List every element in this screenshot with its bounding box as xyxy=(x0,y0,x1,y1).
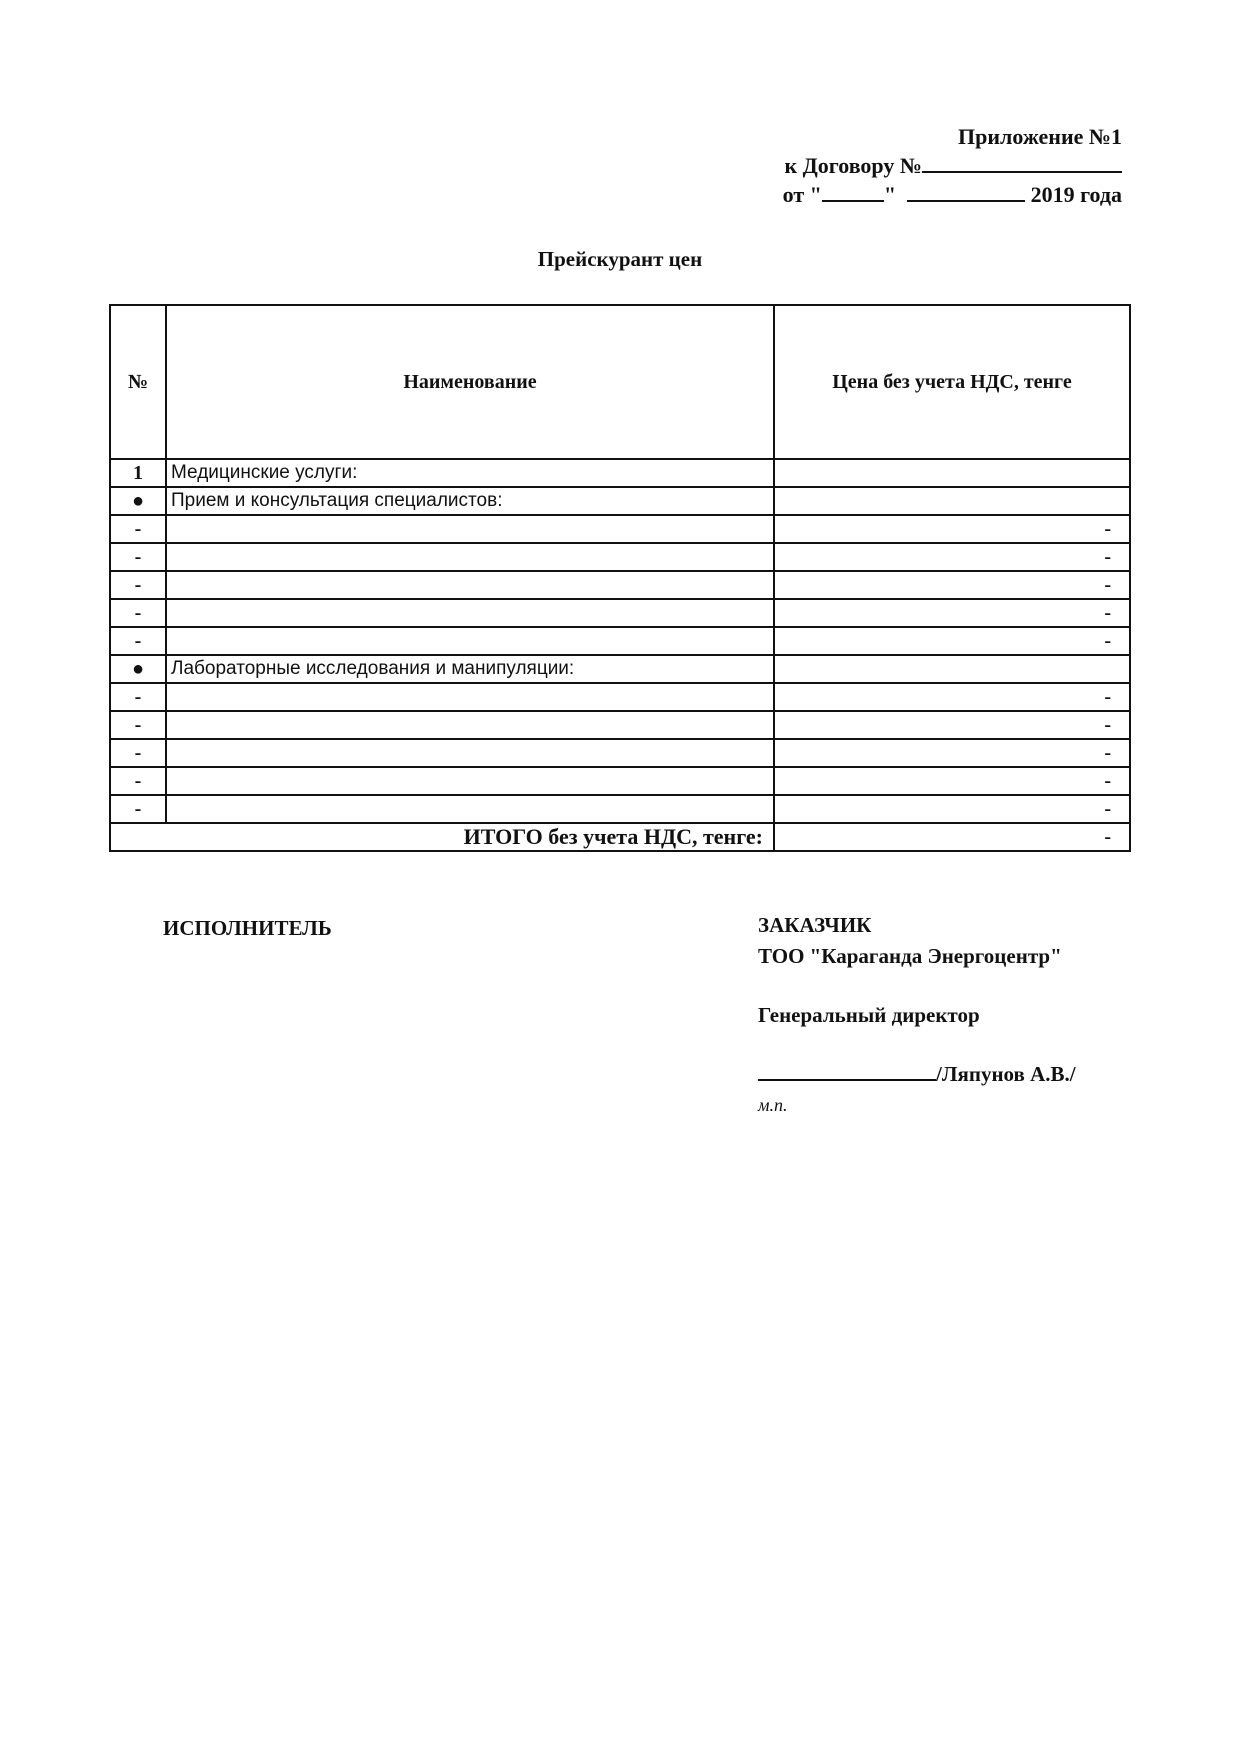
row-name xyxy=(166,711,774,739)
row-name xyxy=(166,795,774,823)
column-header-name: Наименование xyxy=(166,305,774,459)
row-number: - xyxy=(110,599,166,627)
row-price xyxy=(774,487,1130,515)
row-price: - xyxy=(774,795,1130,823)
row-name xyxy=(166,767,774,795)
row-number: - xyxy=(110,739,166,767)
table-row xyxy=(110,711,1130,739)
date-month-blank xyxy=(907,180,1025,202)
row-number: - xyxy=(110,571,166,599)
row-name: Прием и консультация специалистов: xyxy=(166,487,774,515)
column-header-price: Цена без учета НДС, тенге xyxy=(774,305,1130,459)
row-name xyxy=(166,739,774,767)
contract-date-line xyxy=(783,180,1122,209)
table-row xyxy=(110,571,1130,599)
spacer xyxy=(758,972,1076,1000)
row-number: 1 xyxy=(110,459,166,487)
row-name xyxy=(166,571,774,599)
row-price: - xyxy=(774,711,1130,739)
row-name xyxy=(166,543,774,571)
signer-name: /Ляпунов А.В./ xyxy=(936,1062,1076,1086)
contract-prefix: к Договору № xyxy=(784,153,922,178)
table-body xyxy=(110,459,1130,823)
date-quote-close: " xyxy=(883,182,897,207)
table-row xyxy=(110,767,1130,795)
row-price: - xyxy=(774,599,1130,627)
table-row xyxy=(110,515,1130,543)
total-label: ИТОГО без учета НДС, тенге: xyxy=(110,823,774,851)
table-row xyxy=(110,543,1130,571)
row-number: - xyxy=(110,795,166,823)
price-table xyxy=(109,304,1131,852)
table-row xyxy=(110,795,1130,823)
customer-label: ЗАКАЗЧИК xyxy=(758,913,872,937)
signer-position: Генеральный директор xyxy=(758,1003,980,1027)
row-price: - xyxy=(774,627,1130,655)
row-price: - xyxy=(774,767,1130,795)
appendix-header xyxy=(783,122,1122,209)
table-row xyxy=(110,739,1130,767)
stamp-place-label: м.п. xyxy=(758,1095,788,1115)
row-price: - xyxy=(774,515,1130,543)
row-number: - xyxy=(110,683,166,711)
row-number: - xyxy=(110,627,166,655)
total-row xyxy=(110,823,1130,851)
spacer xyxy=(758,1031,1076,1059)
table-row xyxy=(110,487,1130,515)
executor-label: ИСПОЛНИТЕЛЬ xyxy=(163,916,332,940)
row-price: - xyxy=(774,571,1130,599)
customer-block xyxy=(758,910,1076,1121)
contract-number-line xyxy=(783,151,1122,180)
row-price xyxy=(774,655,1130,683)
signature-blank xyxy=(758,1059,936,1081)
row-name: Медицинские услуги: xyxy=(166,459,774,487)
table-row xyxy=(110,655,1130,683)
table-row xyxy=(110,599,1130,627)
row-price xyxy=(774,459,1130,487)
date-prefix: от " xyxy=(782,182,822,207)
row-number: - xyxy=(110,515,166,543)
table-header-row xyxy=(110,305,1130,459)
row-price: - xyxy=(774,683,1130,711)
row-number: - xyxy=(110,767,166,795)
total-value: - xyxy=(774,823,1130,851)
row-number: - xyxy=(110,543,166,571)
row-number: ● xyxy=(110,655,166,683)
row-name xyxy=(166,683,774,711)
date-day-blank xyxy=(822,180,884,202)
row-price: - xyxy=(774,739,1130,767)
price-list-title: Прейскурант цен xyxy=(537,247,703,271)
executor-block xyxy=(163,916,332,941)
row-number: - xyxy=(110,711,166,739)
table-row xyxy=(110,459,1130,487)
row-name xyxy=(166,599,774,627)
row-name xyxy=(166,627,774,655)
table-row xyxy=(110,683,1130,711)
row-name xyxy=(166,515,774,543)
appendix-title: Приложение №1 xyxy=(958,124,1122,149)
row-price: - xyxy=(774,543,1130,571)
column-header-number: № xyxy=(110,305,166,459)
table-row xyxy=(110,627,1130,655)
row-number: ● xyxy=(110,487,166,515)
row-name: Лабораторные исследования и манипуляции: xyxy=(166,655,774,683)
contract-year: 2019 года xyxy=(1030,182,1122,207)
customer-organization: ТОО "Караганда Энергоцентр" xyxy=(758,944,1062,968)
contract-number-blank xyxy=(922,151,1122,173)
signature-line xyxy=(758,1059,1076,1090)
